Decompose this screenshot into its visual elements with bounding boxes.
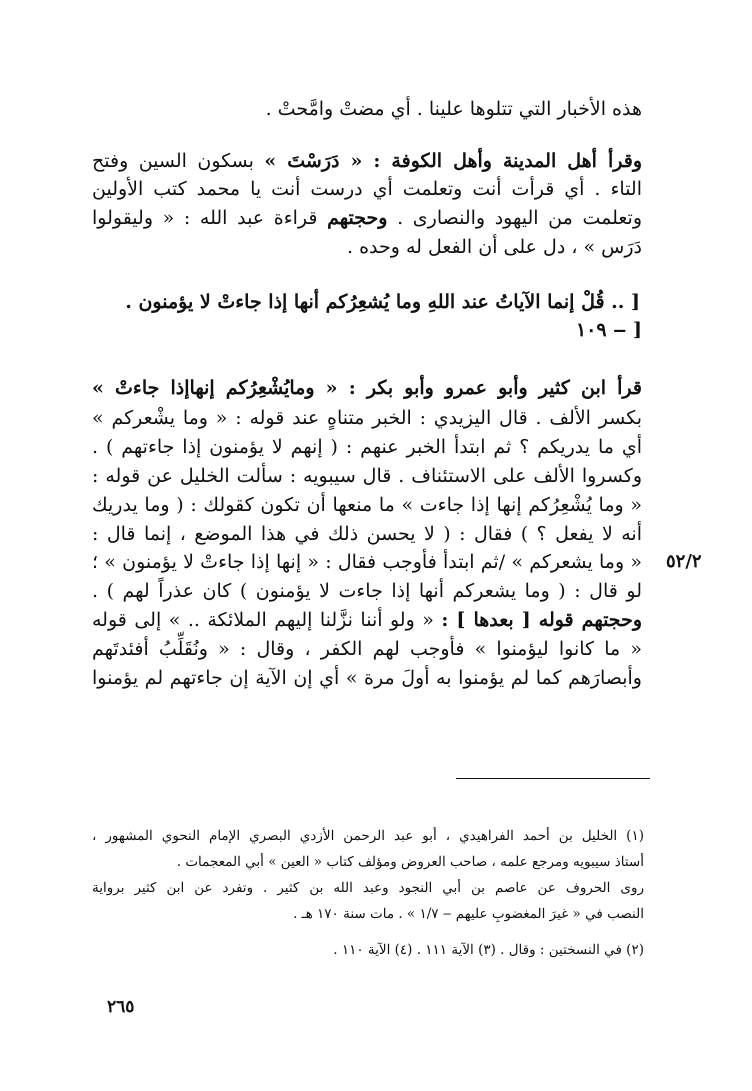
footnote-1-cont: أستاذ سيبويه ومرجع علمه ، صاحب العروض ومؤلف كتاب « العين » أبي المعجمات . [176,854,644,870]
footnote-1-cont: روى الحروف عن عاصم بن أبي النجود وعبد الله بن كثير . وتفرد عن ابن كثير برواية [92,880,644,896]
body-line-17: « ما كانوا ليؤمنوا » فأوجب لهم الكفر ، وقال : « ونُقَلِّبُ أفئدتَهم [92,638,642,660]
body-line-2: وقرأ أهل المدينة وأهل الكوفة : « دَرَسْتَ » بسكون السين وفتح [92,150,642,172]
body-line-18: وأبصارَهم كما لم يؤمنوا به أولَ مرة » أي إن الآية إن جاءتهم لم يؤمنوا [92,667,642,689]
body-line-12: « وما يُشْعِرُكم إنها إذا جاءت » ما منعها أن تكون كقولك : ( وما يدريك [92,494,642,516]
bold-run: وقرأ أهل المدينة وأهل الكوفة : « دَرَسْتَ » [264,150,642,172]
body-line-13: أنه لا يفعل ؟ ) فقال : ( لا يحسن ذلك في هذا الموضع ، إنما قال : [92,523,642,545]
body-line-8: قرأ ابن كثير وأبو عمرو وأبو بكر : « ومايُشْعِرُكم إنهاإذا جاءتْ » [92,377,642,399]
bold-run: وحجتهم [327,207,388,229]
body-line-4: وتعلمت من اليهود والنصارى . وحجتهم قراءة عبد الله : « وليقولوا [92,207,643,229]
body-line-10: أي ما يدريكم ؟ ثم ابتدأ الخبر عنهم : ( إنهم لا يؤمنون إذا جاءتهم ) . [92,436,642,458]
margin-reference: ٥٢/٢ [666,551,702,572]
page-number: ٢٦٥ [107,997,135,1017]
body-line-16: وحجتهم قوله [ بعدها ] : « ولو أننا نزَّلنا إليهم الملائكة .. » إلى قوله [92,609,642,631]
body-line-11: وكسروا الألف على الاستئناف . قال سيبويه : سألت الخليل عن قوله : [92,465,642,487]
footnote-2-4: (۲) في النسختين : وقال . (۳) الآية ۱۱۱ . (٤) الآية ۱۱۰ . [333,942,644,958]
body-line-3: التاء . أي قرأت أنت وتعلمت أي درست أنت يا محمد كتب الأولين [92,178,642,200]
body-line-15: لو قال : ( وما يشعركم أنها إذا جاءت لا يؤمنون ) كان عذراً لهم ) . [92,580,642,602]
body-line-14: « وما يشعركم » /ثم ابتدأ فأوجب فقال : « إنها إذا جاءتْ لا يؤمنون » ؛ [92,551,642,573]
bold-run: وحجتهم قوله [ بعدها ] : [441,609,642,631]
body-line-1: هذه الأخبار التي تتلوها علينا . أي مضتْ وامَّحتْ . [265,98,642,120]
footnote-1: (۱) الخليل بن أحمد الفراهيدي ، أبو عبد الرحمن الأزدي البصري الإمام النحوي المشهور ، [92,828,644,844]
verse-line-1: [ .. قُلْ إنما الآياتُ عند اللهِ وما يُشعِرُكم أنها إذا جاءتْ لا يؤمنون . [125,291,640,313]
body-line-5: دَرَس » ، دل على أن الفعل له وحده . [346,236,642,258]
verse-line-2: ۱۰۹ ‒ ] [575,319,642,341]
footnote-separator [456,778,650,779]
footnote-1-cont: النصب في « غيرَ المغضوبِ عليهم ‒ ۱/۷ » . مات سنة ۱۷۰ هـ . [293,906,644,922]
body-line-9: بكسر الألف . قال اليزيدي : الخبر متناهٍ عند قوله : « وما يشْعركم » [92,407,642,429]
